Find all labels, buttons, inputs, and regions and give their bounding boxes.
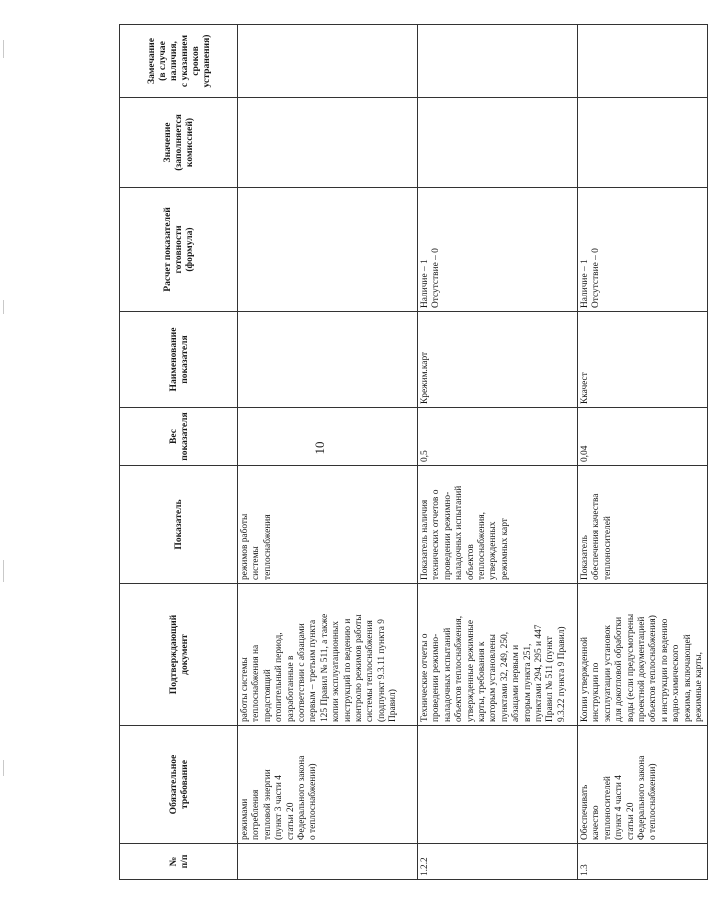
header-calc: Расчет показателей готовности (формула) xyxy=(120,188,238,312)
header-value: Значение (заполняется комиссией) xyxy=(120,98,238,188)
scan-artifact xyxy=(3,760,4,776)
header-weight: Вес показателя xyxy=(120,408,238,466)
cell-indicator: режимов работы системы теплоснабжения xyxy=(238,466,418,584)
cell-requirement xyxy=(418,726,578,844)
table-row xyxy=(418,25,578,880)
cell-document: работы системы теплоснабжения на предстоящий отопительный период, разработанные в соответствии с абзацами первым – третьим пункта 125 Правил № 511, а также копии эксплуатационных инструкций по ведению и контролю режимов работы системы теплоснабжения (подпункт 9.3.11 пункта 9 Правил) xyxy=(238,584,418,726)
cell-calc: Наличие – 1 Отсутствие – 0 xyxy=(578,188,708,312)
table-row xyxy=(238,25,418,880)
cell-weight xyxy=(238,408,418,466)
requirements-table xyxy=(119,24,708,880)
rotated-table-container xyxy=(119,25,705,880)
table-row xyxy=(578,25,708,880)
cell-name: Крежим.карт xyxy=(418,312,578,408)
cell-document: Технические отчеты о проведении режимно- наладочных испытаний объектов теплоснабжения, утвержденные режимные карты, требования к которым установлены пунктами 32, 249, 250, абзацами первым и вторым пункта 251, пунктами 294, 295 и 447 Правил № 511 (пункт 9.3.22 пункта 9 Правил) xyxy=(418,584,578,726)
cell-weight: 0,04 xyxy=(578,408,708,466)
header-document: Подтверждающий документ xyxy=(120,584,238,726)
cell-name: Ккачест xyxy=(578,312,708,408)
header-requirement: Обязательное требование xyxy=(120,726,238,844)
cell-num: 1.2.2 xyxy=(418,844,578,880)
scan-artifact xyxy=(3,40,4,58)
cell-requirement: Обеспечивать качество теплоносителей (пункт 4 части 4 статьи 20 Федерального закона о теплоснабжении) xyxy=(578,726,708,844)
cell-value xyxy=(578,98,708,188)
cell-indicator: Показатель наличия технических отчетов о проведении режимно- наладочных испытаний объектов теплоснабжения, утвержденных режимных карт xyxy=(418,466,578,584)
header-indicator: Показатель xyxy=(120,466,238,584)
page-number: 10 xyxy=(312,441,327,455)
table-header-row xyxy=(120,25,238,880)
cell-value xyxy=(418,98,578,188)
cell-calc: Наличие – 1 Отсутствие – 0 xyxy=(418,188,578,312)
cell-remark xyxy=(238,25,418,98)
cell-num xyxy=(238,844,418,880)
cell-indicator: Показатель обеспечения качества теплоносителей xyxy=(578,466,708,584)
cell-num: 1.3 xyxy=(578,844,708,880)
cell-name xyxy=(238,312,418,408)
cell-value xyxy=(238,98,418,188)
cell-document: Копии утвержденной инструкции по эксплуатации установок для докотловой обработки воды (если предусмотрены проектной документацией объектов теплоснабжения) и инструкции по ведению водно-химического режима, включающей режимные карты, xyxy=(578,584,708,726)
cell-calc xyxy=(238,188,418,312)
cell-weight: 0,5 xyxy=(418,408,578,466)
cell-remark xyxy=(578,25,708,98)
header-remark: Замечание (в случае наличия, с указанием сроков устранения) xyxy=(120,25,238,98)
cell-requirement: режимами потребления тепловой энергии (пункт 3 части 4 статьи 20 Федерального закона о теплоснабжении) xyxy=(238,726,418,844)
header-num: № п/п xyxy=(120,844,238,880)
header-name: Наименование показателя xyxy=(120,312,238,408)
scan-artifact xyxy=(3,300,4,314)
cell-remark xyxy=(418,25,578,98)
scan-artifact xyxy=(3,560,4,582)
